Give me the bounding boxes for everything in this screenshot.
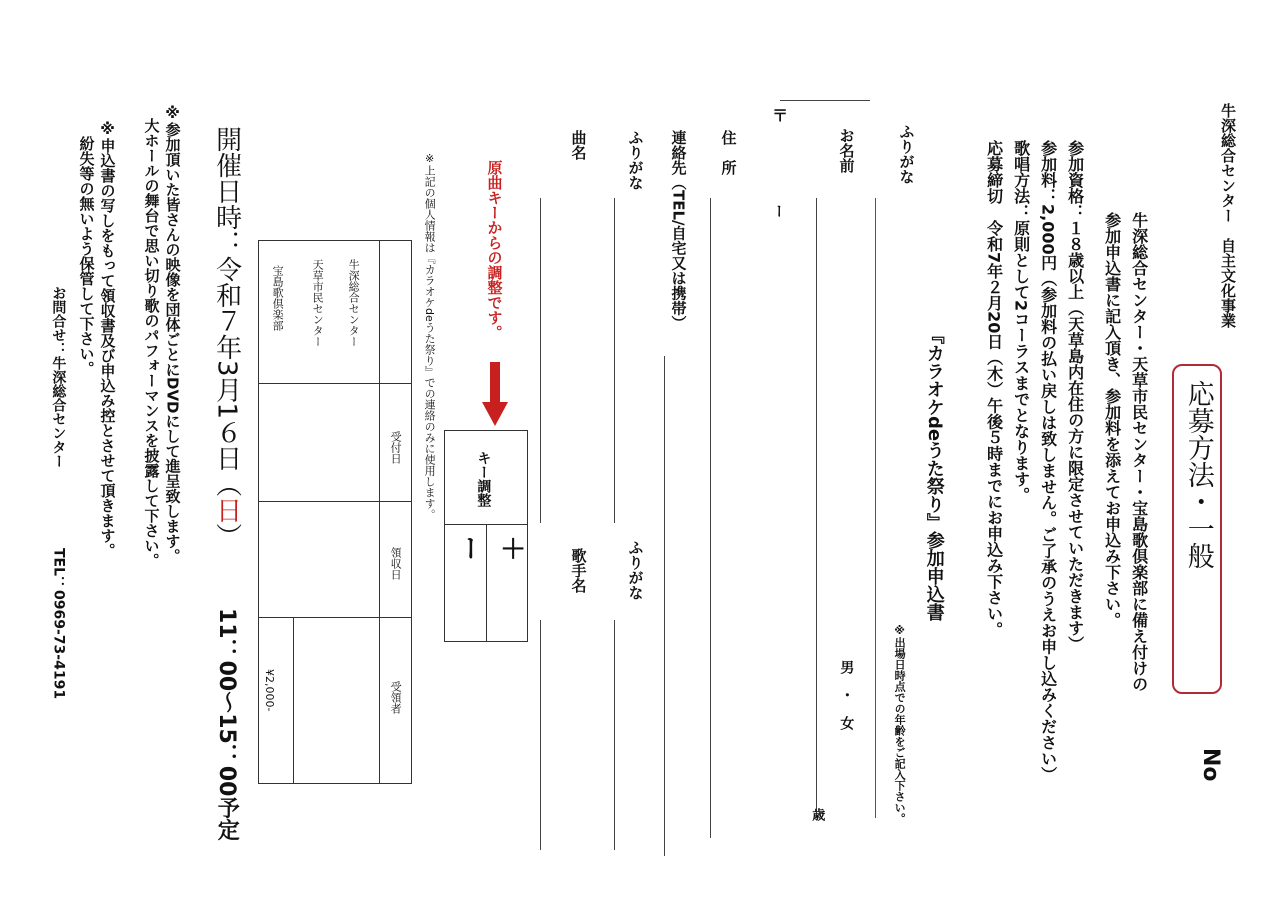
note-performance: 大ホールの舞台で思い切り歌のパフォーマンスを披露して下さい。 [142, 118, 161, 568]
name-label: お名前 [837, 128, 856, 173]
singing-method-text: 歌唱方法：原則として2コーラスまでとなります。 [1011, 140, 1031, 504]
postal-separator [780, 100, 870, 101]
amount-value: ¥2,000- [263, 669, 277, 712]
intro-line-2: 参加申込書に記入頂き、参加料を添えてお申込み下さい。 [1102, 212, 1122, 628]
table-row-divider-3 [259, 617, 411, 618]
event-date-label: 開催日時： [211, 126, 242, 256]
table-header-divider [379, 241, 380, 783]
event-date-close: ） [211, 523, 242, 550]
address-label: 住 所 [719, 130, 738, 175]
singer-line [540, 620, 541, 850]
organizer-header: 牛深総合センター 自主文化事業 [1219, 103, 1237, 328]
furigana-label-2: ふりがな [626, 130, 645, 190]
singer-label: 歌手名 [569, 548, 588, 593]
row-ushibuka-center: 牛深総合センター [347, 259, 361, 347]
postal-dash: ー [770, 204, 787, 218]
key-adjust-box [444, 430, 528, 642]
furigana-line-3 [614, 620, 615, 850]
eligibility-text: 参加資格：１８歳以上（天草島内在住の方に限定させていただきます） [1065, 140, 1085, 652]
event-date [212, 126, 241, 549]
row-takarajima-club: 宝島歌倶楽部 [271, 265, 285, 331]
key-adjust-note: 原曲キーからの調整です。 [485, 160, 504, 340]
privacy-note: ※上記の個人情報は『カラオケdeうた祭り』での連絡のみに使用します。 [423, 152, 437, 520]
number-label: No [1198, 748, 1224, 782]
header-recipient: 受領者 [389, 681, 403, 714]
row-amakusa-center: 天草市民センター [311, 259, 325, 347]
song-label: 曲名 [569, 130, 588, 160]
note-keep: 紛失等の無いよう保管して下さい。 [77, 136, 96, 376]
intro-line-1: 牛深総合センター・天草市民センター・宝島歌倶楽部に備え付けの [1129, 212, 1149, 692]
form-title: 『カラオケdeうた祭り』参加申込書 [923, 326, 945, 622]
name-line [816, 198, 817, 818]
deadline-text: 応募締切 令和7年２月20日（木）午後５時までにお申込み下さい。 [984, 140, 1004, 638]
age-unit: 歳 [809, 808, 825, 821]
furigana-line-1 [875, 198, 886, 818]
office-use-table [258, 240, 412, 784]
arrow-down-icon [480, 362, 510, 428]
header-received-date: 受付日 [389, 431, 403, 464]
contact-info: お問合せ：牛深総合センター [50, 286, 67, 468]
event-date-main: 令和７年3月1６日（ [211, 256, 242, 498]
address-line [710, 198, 711, 838]
fee-text: 参加料：2,000円（参加料の払い戻しは致しません。ご了承のうえお申し込みください） [1038, 140, 1058, 783]
furigana-label-1: ふりがな [897, 124, 916, 184]
event-date-day: 日 [211, 497, 242, 524]
contact-tel: TEL：0969-73-4191 [50, 548, 67, 700]
key-adjust-title: キー調整 [475, 451, 492, 507]
header-receipt-date: 領収日 [389, 547, 403, 580]
note-receipt: ※申込書の写しをもって領収書及び申込み控とさせて頂きます。 [98, 120, 117, 558]
event-time: 11：00〜15：00予定 [214, 608, 240, 841]
note-dvd: ※参加頂いた皆さんの映像を団体ごとにDVDにして進呈致します。 [163, 104, 182, 564]
gender-options: 男 ・ 女 [838, 660, 855, 730]
furigana-label-3: ふりがな [626, 540, 645, 600]
table-row-divider-2 [259, 501, 411, 502]
postal-mark: 〒 [769, 107, 789, 123]
key-box-divider-v [486, 524, 487, 641]
song-line [540, 198, 541, 523]
contact-label: 連絡先（TEL/自宅又は携帯） [669, 130, 688, 331]
amount-divider [293, 617, 294, 783]
method-title: 応募方法・一般 [1182, 380, 1214, 569]
key-plus[interactable]: ＋ [495, 535, 526, 561]
contact-line [664, 356, 665, 856]
key-minus[interactable]: ー [453, 535, 484, 561]
age-note: ※出場日時点での年齢をご記入下さい。 [893, 624, 907, 824]
furigana-line-2 [614, 198, 615, 523]
method-title-box [1172, 364, 1222, 694]
table-row-divider-1 [259, 383, 411, 384]
